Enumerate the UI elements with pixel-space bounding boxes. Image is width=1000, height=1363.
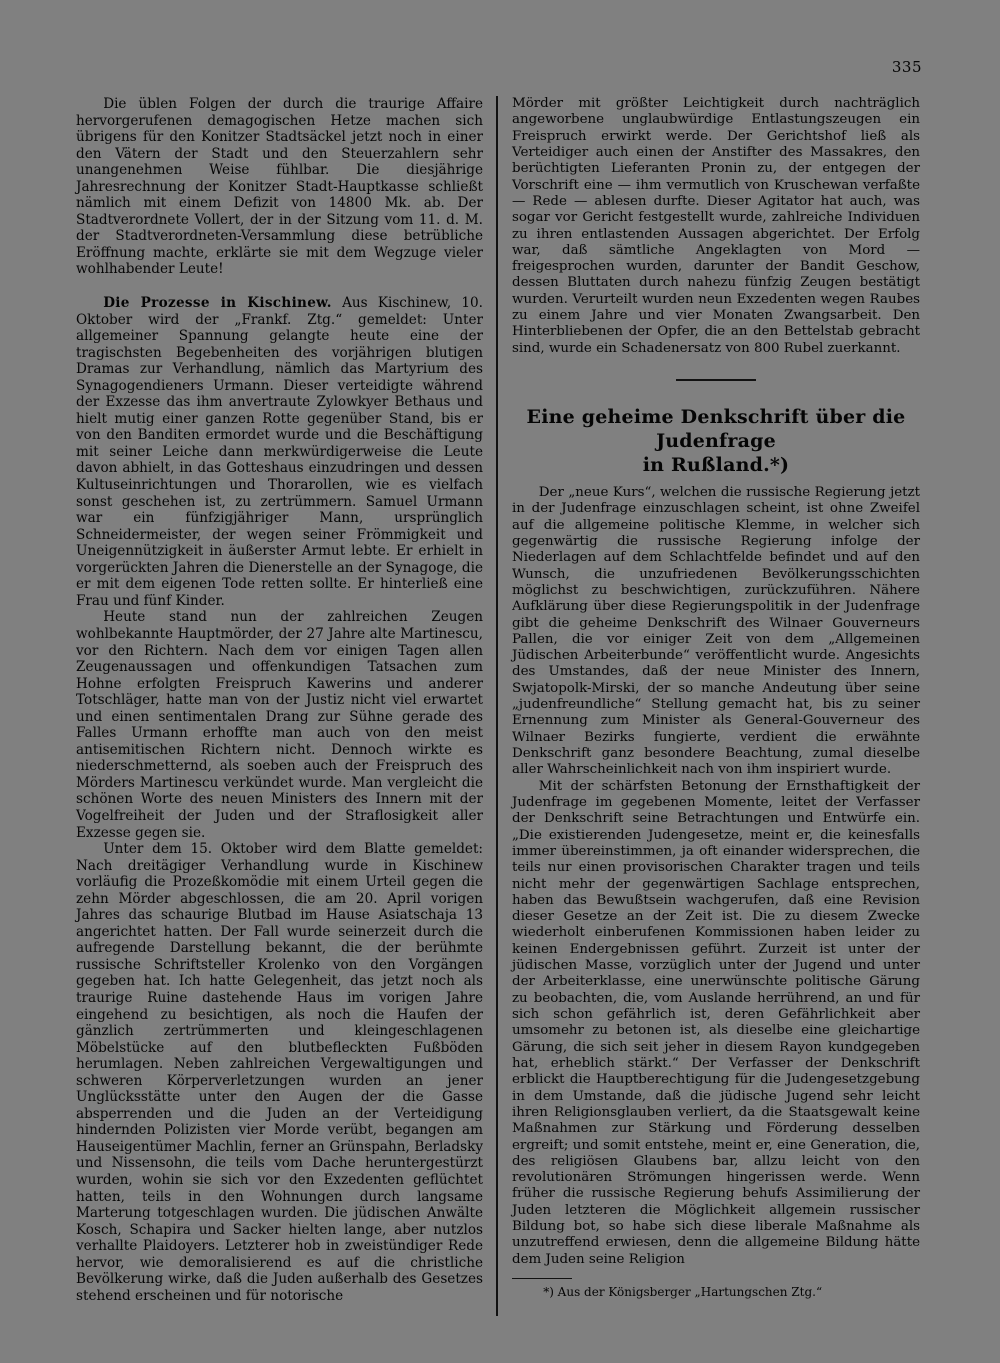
paragraph-neuer-kurs: Der „neue Kurs“, welchen die russische Regierung jetzt in der Judenfrage einzuschlagen scheint, ist ohne Zweifel auf die allgemeine politische Klemme, in welcher sich gegenwärtig die russische Regierung infolge der Niederlagen auf dem Schlachtfelde befindet und auf den Wunsch, die unzufriedenen Bevölkerungsschichten möglichst zu beschwichtigen, zurückzuführen. Nähere Aufklärung über diese Regierungspolitik in der Judenfrage gibt die geheime Denkschrift des Wilnaer Gouverneurs Pallen, die vor einiger Zeit von dem „Allgemeinen Jüdischen Arbeiterbunde“ veröffentlicht wurde. Angesichts des Umstandes, daß der neue Minister des Innern, Swjatopolk-Mirski, der so manche Andeutung über seine „judenfreundliche“ Stellung gemacht hat, bis zu seiner Ernennung zum Minister als General-Gouverneur des Wilnaer Bezirks fungierte, verdient die erwähnte Denkschrift ganz besondere Beachtung, zumal dieselbe aller Wahrscheinlichkeit nach von ihm inspiriert wurde. — [512, 485, 920, 778]
page-number: 335 — [891, 58, 922, 76]
right-column — [512, 96, 920, 1300]
paragraph-denkschrift: Mit der schärfsten Betonung der Ernsthaftigkeit der Judenfrage im gegebenen Momente, leitet der Verfasser der Denkschrift seine Betrachtungen und Entwürfe ein. „Die existierenden Judengesetze, meint er, die keinesfalls immer übereinstimmen, ja oft einander widersprechen, die teils nur einen provisorischen Charakter tragen und teils nicht mehr der gegenwärtigen Sachlage entsprechen, haben das Bewußtsein wachgerufen, daß eine Revision dieser Gesetze an der Zeit ist. Die zu diesem Zwecke wiederholt einberufenen Kommissionen haben leider zu keinen Endergebnissen geführt. Zurzeit ist unter der jüdischen Masse, vorzüglich unter der Jugend und unter der Arbeiterklasse, eine unerwünschte politische Gärung zu beobachten, die, vom Auslande herrührend, an und für sich schon gefährlich ist, deren Gefährlichkeit aber umsomehr zu betonen ist, als dieselbe eine gleichartige Gärung, die sich seit jeher in diesem Rayon kundgegeben hat, erheblich stärkt.“ Der Verfasser der Denkschrift erblickt die Hauptberechtigung für die Judengesetzgebung in dem Umstande, daß die jüdische Jugend sehr leicht ihren Religionsglauben verliert, da die Staatsgewalt keine Maßnahmen zur Stärkung und Förderung desselben ergreift; und somit entstehe, meint er, eine Generation, die, des religiösen Glaubens bar, allzu leicht von den revolutionären Strömungen hingerissen werde. Wenn früher die russische Regierung behufs Assimilierung der Juden letzteren die Möglichkeit allgemein russischer Bildung bot, so habe sich diese liberale Maßnahme als unzutreffend erwiesen, denn die allgemeine Bildung hätte dem Juden seine Religion — [512, 778, 920, 1267]
footnote: *) Aus der Königsberger „Hartungschen Ztg.“ — [543, 1285, 823, 1299]
section-separator — [676, 379, 756, 381]
paragraph-konitz: Die üblen Folgen der durch die traurige Affaire hervorgerufenen demagogischen Hetze machen sich übrigens für den Konitzer Stadtsäckel jetzt noch in einer den Vätern der Stadt und den Steuerzahlern sehr unangenehmen Weise fühlbar. Die diesjährige Jahresrechnung der Konitzer Stadt-Hauptkasse schließt nämlich mit einem Defizit von 14800 Mk. ab. Der Stadtverordnete Vollert, der in der Sitzung vom 11. d. M. der Stadtverordneten-Versammlung diese betrübliche Eröffnung machte, erklärte sie mit dem Wegzuge vieler wohlhabender Leute! — [76, 96, 483, 278]
article-title-line-1: Eine geheime Denkschrift über die Judenfrage — [526, 406, 906, 452]
article-title-line-2: in Rußland.*) — [642, 454, 790, 476]
column-divider — [496, 96, 498, 1316]
section-heading: Die Prozesse in Kischinew. — [103, 295, 332, 312]
left-column — [76, 96, 483, 1304]
article-title — [512, 405, 920, 477]
paragraph-martinescu: Heute stand nun der zahlreichen Zeugen wohlbekannte Hauptmörder, der 27 Jahre alte Martinescu, vor den Richtern. Nach dem vor einigen Tagen allen Zeugenaussagen und offenkundigen Tatsachen zum Hohne erfolgten Freispruch Kawerins und anderer Totschläger, hatte man von der Justiz nicht viel erwartet und einen sentimentalen Drang zur Sühne gerade des Falles Urmann erhoffte man auch von den meist antisemitischen Richtern nicht. Dennoch wirkte es niederschmetternd, als soeben auch der Freispruch des Mörders Martinescu verkündet wurde. Man vergleicht die schönen Worte des neuen Ministers des Innern mit der Vogelfreiheit der Juden und der Straflosigkeit aller Exzesse gegen sie. — [76, 609, 483, 841]
paragraph-continuation: Mörder mit größter Leichtigkeit durch nachträglich angeworbene unglaubwürdige Entlastungszeugen ein Freispruch erwirkt werde. Der Gerichtshof ließ als Verteidiger auch einen der Anstifter des Massakres, den berüchtigten Lieferanten Pronin zu, der entgegen der Vorschrift eine — ihm vermutlich von Kruschewan verfaßte — Rede — ablesen durfte. Dieser Agitator hat auch, was sogar vor Gericht festgestellt wurde, zahlreiche Individuen zu ihren entlastenden Aussagen abgerichtet. Der Erfolg war, daß sämtliche Angeklagten von Mord — freigesprochen wurden, darunter der Bandit Geschow, dessen Bluttaten durch nahezu fünfzig Zeugen bestätigt wurden. Verurteilt wurden neun Exzedenten wegen Raubes zu einem Jahre und vier Monaten Zwangsarbeit. Den Hinterbliebenen der Opfer, die an den Bettelstab gebracht sind, wurde ein Schadenersatz von 800 Rubel zuerkannt. — [512, 96, 920, 356]
paragraph-gap — [76, 278, 483, 295]
footnote-rule — [512, 1278, 572, 1279]
paragraph-kischinew-intro — [76, 295, 483, 609]
paragraph-kischinew-text: Aus Kischinew, 10. Oktober wird der „Frankf. Ztg.“ gemeldet: Unter allgemeiner Spannung gelangte heute eine der tragischsten Begebenheiten des vorjährigen blutigen Dramas zur Verhandlung, nämlich das Martyrium des Synagogendieners Urmann. Dieser verteidigte während der Exzesse das ihm anvertraute Zylowkyer Bethaus und hielt mutig einer ganzen Rotte gegenüber Stand, bis er von den Banditen ermordet wurde und die Beschäftigung mit seiner Leiche dann merkwürdigerweise die Leute davon abhielt, in das Gotteshaus einzudringen und dessen Kultuseinrichtungen und Thorarollen, wie es vielfach sonst geschehen ist, zu zertrümmern. Samuel Urmann war ein fünfzigjähriger Mann, ursprünglich Schneidermeister, der wegen seiner Frömmigkeit und Uneigennützigkeit in äußerster Armut lebte. Er erhielt in vorgerückten Jahren die Dienerstelle an der Synagoge, die er mit dem eigenen Tode retten sollte. Er hinterließ eine Frau und fünf Kinder. — [76, 295, 483, 609]
paragraph-verhandlung: Unter dem 15. Oktober wird dem Blatte gemeldet: Nach dreitägiger Verhandlung wurde in Kischinew vorläufig die Prozeßkomödie mit einem Urteil gegen die zehn Mörder abgeschlossen, die am 20. April vorigen Jahres das schaurige Blutbad im Hause Asiatschaja 13 angerichtet hatten. Der Fall wurde seinerzeit durch die aufregende Darstellung bekannt, die der berühmte russische Schriftsteller Krolenko von den Vorgängen gegeben hat. Ich hatte Gelegenheit, das jetzt noch als traurige Ruine dastehende Haus im vorigen Jahre eingehend zu besichtigen, als noch die Haufen der gänzlich zertrümmerten und kleingeschlagenen Möbelstücke auf den blutbefleckten Fußböden herumlagen. Neben zahlreichen Vergewaltigungen und schweren Körperverletzungen wurden an jener Unglücksstätte unter den Augen der die Gasse absperrenden und die Juden an der Verteidigung hindernden Polizisten vier Morde verübt, begangen am Hauseigentümer Machlin, ferner an Grünspahn, Berladsky und Nissensohn, die teils vom Dache heruntergestürzt wurden, wohin sie sich vor den Exzedenten geflüchtet hatten, teils in den Wohnungen durch langsame Marterung totgeschlagen wurden. Die jüdischen Anwälte Kosch, Schapira und Sacker hielten lange, aber nutzlos verhallte Plaidoyers. Letzterer hob in zweistündiger Rede hervor, wie demoralisierend es auf die christliche Bevölkerung wirke, daß die Juden außerhalb des Gesetzes stehend erscheinen und für notorische — [76, 841, 483, 1304]
